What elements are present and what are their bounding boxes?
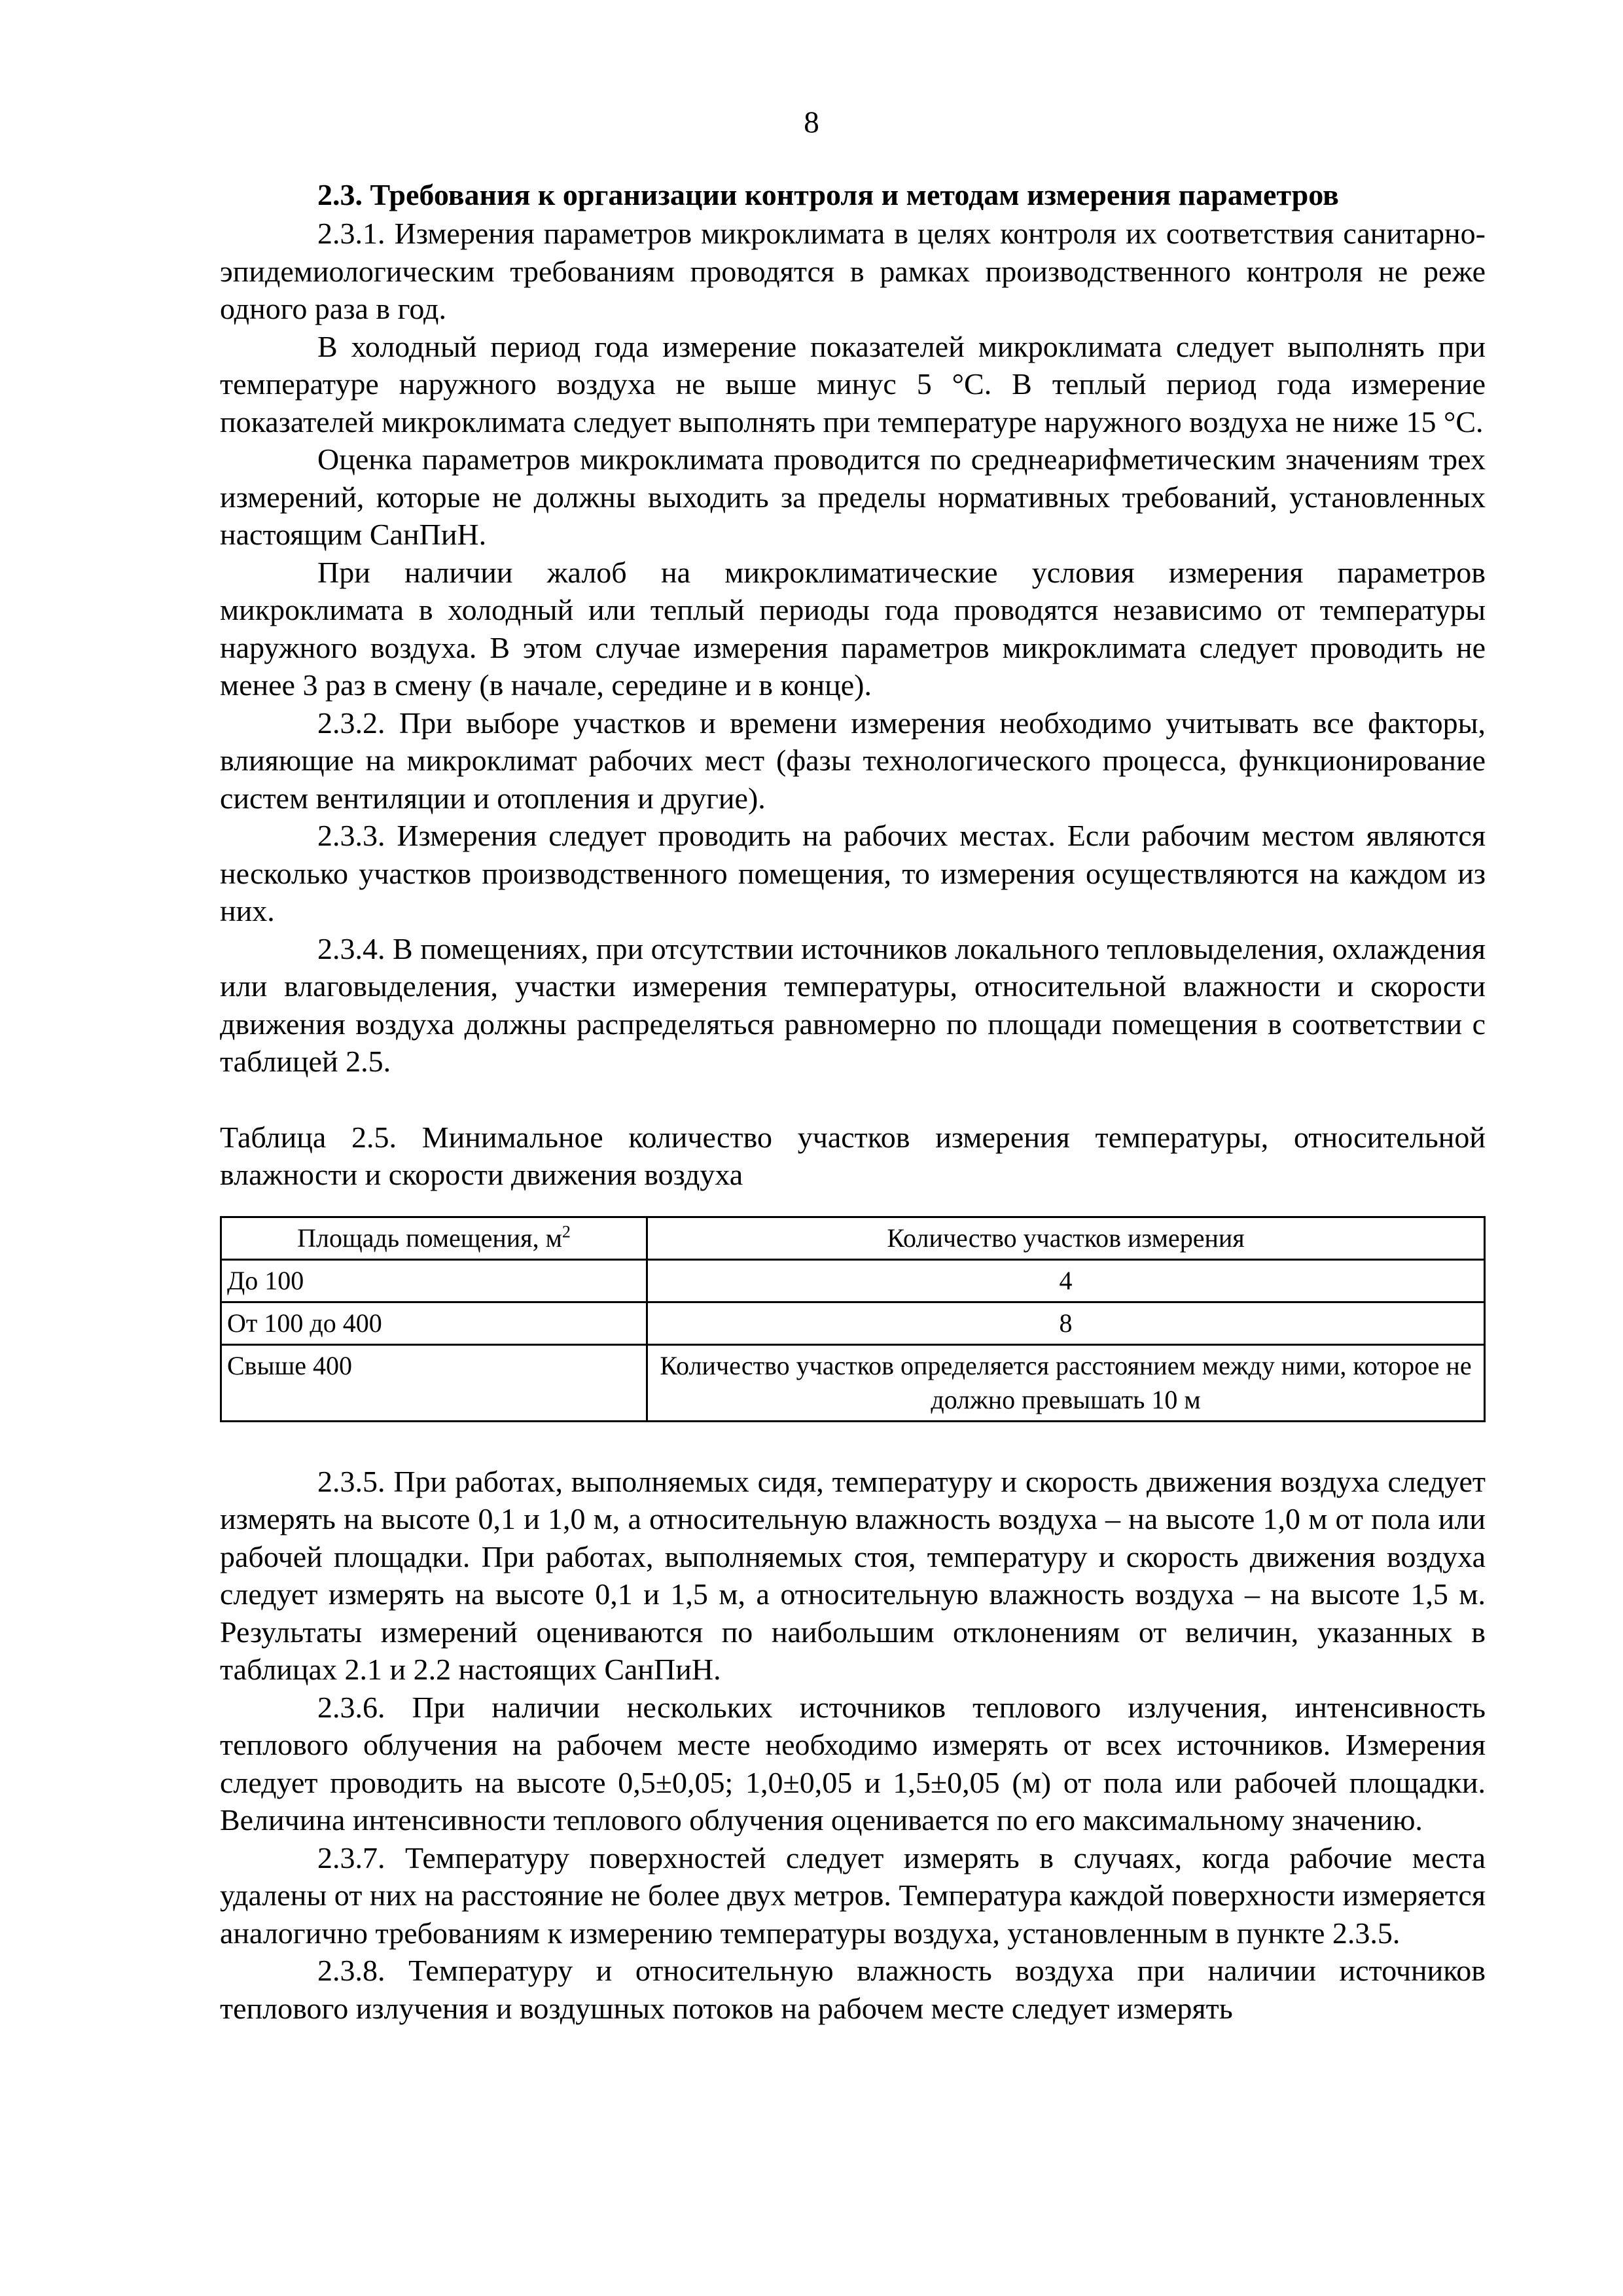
paragraphs-after-table (220, 1463, 1486, 2028)
paragraph-2-3-7: 2.3.7. Температуру поверхностей следует измерять в случаях, когда рабочие места удалены от них на расстояние не более двух метров. Температура каждой поверхности измеряется аналогично требованиям к измерению температуры воздуха, установленным в пункте 2.3.5. (220, 1840, 1486, 1950)
paragraph-complaints: При наличии жалоб на микроклиматические условия измерения параметров микроклимата в холодный или теплый периоды года проводятся независимо от температуры наружного воздуха. В этом случае измерения параметров микроклимата следует проводить не менее 3 раз в смену (в начале, середине и в конце). (220, 555, 1486, 702)
page-number: 8 (804, 105, 819, 139)
row-area: От 100 до 400 (221, 1302, 647, 1344)
paragraph-2-3-2: 2.3.2. При выборе участков и времени измерения необходимо учитывать все факторы, влияющие на микроклимат рабочих мест (фазы технологического процесса, функционирование систем вентиляции и отопления и другие). (220, 706, 1486, 815)
paragraph-2-3-6: 2.3.6. При наличии нескольких источников теплового излучения, интенсивность теплового облучения на рабочем месте необходимо измерять от всех источников. Измерения следует проводить на высоте 0,5±0,05; 1,0±0,05 и 1,5±0,05 (м) от пола или рабочей площадки. Величина интенсивности теплового облучения оценивается по его максимальному значению. (220, 1690, 1486, 1837)
header-area-text: Площадь помещения, м (297, 1223, 562, 1253)
paragraph-cold-period: В холодный период года измерение показателей микроклимата следует выполнять при температуре наружного воздуха не выше минус 5 °С. В теплый период года измерение показателей микроклимата следует выполнять при температуре наружного воздуха не ниже 15 °С. (220, 329, 1486, 439)
paragraph-2-3-8: 2.3.8. Температуру и относительную влажность воздуха при наличии источников теплового излучения и воздушных потоков на рабочем месте следует измерять (220, 1954, 1486, 2025)
row-count: Количество участков определяется расстоянием между ними, которое не должно превышать 10 м (647, 1344, 1485, 1421)
table-caption: Таблица 2.5. Минимальное количество участков измерения температуры, относительной влажности и скорости движения воздуха (220, 1120, 1486, 1191)
paragraph-assessment: Оценка параметров микроклимата проводится по среднеарифметическим значениям трех измерений, которые не должны выходить за пределы нормативных требований, установленных настоящим СанПиН. (220, 442, 1486, 551)
table-row (221, 1259, 1485, 1302)
document-body (220, 175, 1486, 2027)
header-count: Количество участков измерения (647, 1217, 1485, 1259)
table-header-row (221, 1217, 1485, 1259)
row-area: До 100 (221, 1259, 647, 1302)
section-heading: 2.3. Требования к организации контроля и методам измерения параметров (317, 178, 1339, 211)
table-row (221, 1344, 1485, 1421)
header-area-superscript: 2 (562, 1222, 571, 1242)
paragraph-2-3-4: 2.3.4. В помещениях, при отсутствии источников локального тепловыделения, охлаждения или влаговыделения, участки измерения температуры, относительной влажности и скорости движения воздуха должны распределяться равномерно по площади помещения в соответствии с таблицей 2.5. (220, 931, 1486, 1078)
paragraph-2-3-1: 2.3.1. Измерения параметров микроклимата в целях контроля их соответствия санитарно-эпидемиологическим требованиям проводятся в рамках производственного контроля не реже одного раза в год. (220, 217, 1486, 325)
paragraph-2-3-5: 2.3.5. При работах, выполняемых сидя, температуру и скорость движения воздуха следует измерять на высоте 0,1 и 1,0 м, а относительную влажность воздуха – на высоте 1,0 м от пола или рабочей площадки. При работах, выполняемых стоя, температуру и скорость движения воздуха следует измерять на высоте 0,1 и 1,5 м, а относительную влажность воздуха – на высоте 1,5 м. Результаты измерений оцениваются по наибольшим отклонениям от величин, указанных в таблицах 2.1 и 2.2 настоящих СанПиН. (220, 1464, 1486, 1686)
paragraph-2-3-3: 2.3.3. Измерения следует проводить на рабочих местах. Если рабочим местом являются несколько участков производственного помещения, то измерения осуществляются на каждом из них. (220, 819, 1486, 927)
row-area: Свыше 400 (221, 1344, 647, 1421)
table-2-5 (220, 1216, 1486, 1422)
table-row (221, 1302, 1485, 1344)
row-count: 4 (647, 1259, 1485, 1302)
header-area (221, 1217, 647, 1259)
row-count: 8 (647, 1302, 1485, 1344)
